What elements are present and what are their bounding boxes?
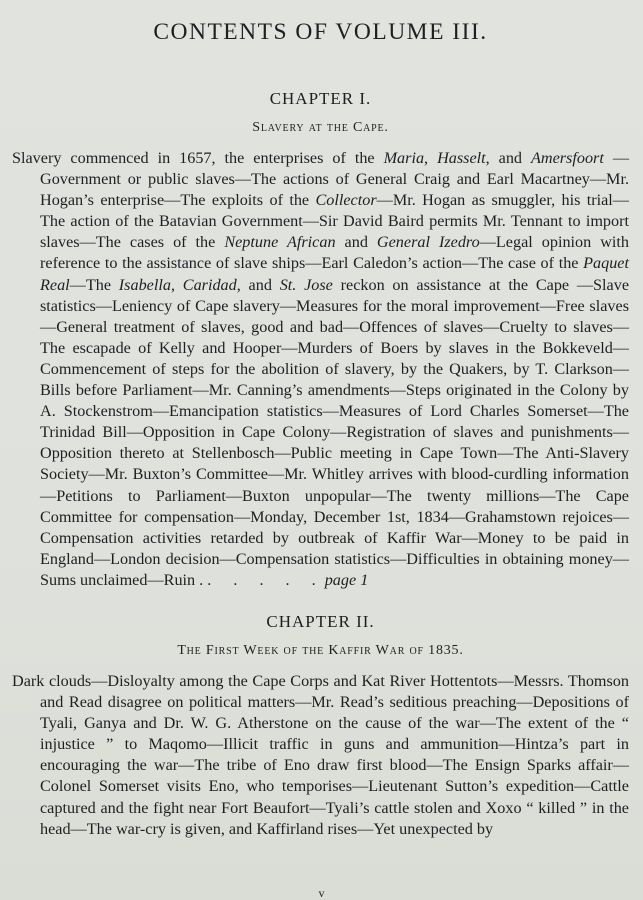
volume-title: CONTENTS OF VOLUME III. xyxy=(153,19,488,45)
chapter-2-subtitle: The First Week of the Kaffir War of 1835. xyxy=(177,642,464,658)
chapter-1-heading: CHAPTER I. xyxy=(269,89,372,108)
page-folio: v xyxy=(318,886,325,900)
italic-title: Paquet Real xyxy=(40,254,629,294)
italic-title: Amersfoort xyxy=(531,149,604,167)
italic-title: Maria xyxy=(383,149,425,167)
chapter-2 xyxy=(12,611,629,840)
italic-title: Isabella xyxy=(118,275,171,294)
chapter-2-summary: Dark clouds—Disloyalty among the Cape Corps and Kat River Hottentots—Messrs. Thomson and Read disagree on political matters—Mr. Read’s seditious preaching—Depositions of Tyali, Ganya and Dr. W. G. Atherstone on the cause of the war—The extent of the “ injustice ” to Maqomo—Illicit traffic in guns and ammunition—Hintza’s part in encouraging the war—The tribe of Eno draw first blood—The Ensign Sparks affair—Colonel Somerset visits Eno, who temporises—Lieutenant Sutton’s expedition—Cattle captured and the fight near Fort Beaufort—Tyali’s cattle stolen and Xoxo “ killed ” in the head—The war-cry is given, and Kaffirland rises—Yet unexpected by xyxy=(12,671,629,838)
italic-title: St. Jose xyxy=(279,275,333,294)
italic-title: General Izedro xyxy=(376,233,480,252)
leader-dots: . . . . . xyxy=(207,570,325,589)
italic-title: Neptune African xyxy=(224,233,336,252)
italic-title: Caridad xyxy=(182,275,237,294)
chapter-1-subtitle: Slavery at the Cape. xyxy=(252,120,389,135)
chapter-1 xyxy=(12,88,629,591)
chapter-2-heading: CHAPTER II. xyxy=(266,611,375,631)
italic-title: Collector xyxy=(315,191,377,210)
italic-title: Hasselt xyxy=(437,149,486,167)
chapter-1-summary: Slavery commenced in 1657, the enterprises of the Maria, Hasselt, and Amersfoort —Government or public slaves—The actions of General Craig and Earl Macartney—Mr. Hogan’s enterprise—The exploits of the Collector—Mr. Hogan as smuggler, his trial—The action of the Batavian Government—Sir David Baird permits Mr. Tennant to import slaves—The cases of the Neptune African and General Izedro—Legal opinion with reference to the assistance of slave ships—Earl Caledon’s action—The case of the Paquet Real—The Isabella, Caridad, and St. Jose reckon on assistance at the Cape —Slave statistics—Leniency of Cape slavery—Measures for the moral improvement—Free slaves—General treatment of slaves, good and bad—Offences of slaves—Cruelty to slaves—The escapade of Kelly and Hooper—Murders of Boers by slaves in the Bokkeveld—Commencement of steps for the abolition of slavery, by the Quakers, by T. Clarkson—Bills before Parliament—Mr. Canning’s amendments—Steps originated in the Colony by A. Stockenstrom—Emancipation statistics—Measures of Lord Charles Somerset—The Trinidad Bill—Opposition in Cape Colony—Registration of slaves and punishments—Opposition thereto at Stellenbosch—Public meeting in Cape Town—The Anti-Slavery Society—Mr. Buxton’s Committee—Mr. Whitley arrives with blood-curdling information—Petitions to Parliament—Buxton unpopular—The twenty millions—The Cape Committee for compensation—Monday, December 1st, 1834—Grahamstown rejoices—Compensation activities retarded by outbreak of Kaffir War—Money to be paid in England—London decision—Compensation statistics—Difficulties in obtaining money—Sums unclaimed—Ruin . . . . . .page 1 xyxy=(12,149,630,589)
chapter-1-page-reference xyxy=(207,571,368,589)
page-number-ref: page 1 xyxy=(324,570,369,589)
